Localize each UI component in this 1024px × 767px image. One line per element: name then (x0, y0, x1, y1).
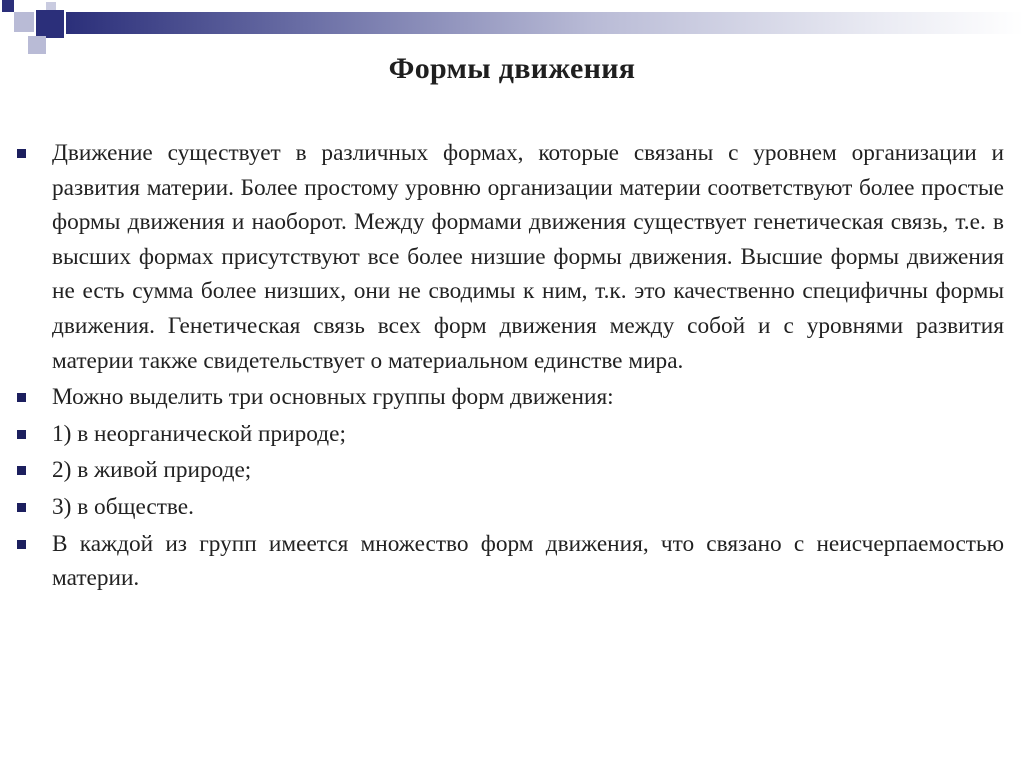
list-item (14, 490, 1004, 525)
square-bullet-icon (17, 393, 26, 402)
list-item-text: Движение существует в различных формах, которые связаны с уровнем организации и развития материи. Более простому уровню организации материи соответствуют более простые формы движения и наоборот. Между формами движения существует генетическая связь, т.е. в высших формах присутствуют все более низшие формы движения. Высшие формы движения не есть сумма более низших, они не сводимы к ним, т.к. это качественно специфичны формы движения. Генетическая связь всех форм движения между собой и с уровнями развития материи также свидетельствует о материальном единстве мира. (52, 140, 1004, 374)
list-item-text: В каждой из групп имеется множество форм движения, что связано с неисчерпаемостью материи. (52, 530, 1004, 592)
list-item-text: Можно выделить три основных группы форм движения: (52, 384, 614, 411)
decor-square (2, 0, 14, 12)
square-bullet-icon (17, 149, 26, 158)
list-item (14, 453, 1004, 488)
square-bullet-icon (17, 430, 26, 439)
list-item-text: 1) в неорганической природе; (52, 420, 346, 447)
list-item-text: 3) в обществе. (52, 493, 194, 520)
square-bullet-icon (17, 503, 26, 512)
slide-title: Формы движения (388, 52, 636, 85)
list-item (14, 527, 1004, 596)
square-bullet-icon (17, 540, 26, 549)
list-item (14, 417, 1004, 452)
bullet-list (14, 136, 1004, 598)
list-item-text: 2) в живой природе; (52, 457, 252, 484)
list-item (14, 380, 1004, 415)
decor-square (14, 12, 34, 32)
square-bullet-icon (17, 466, 26, 475)
decor-square (36, 10, 64, 38)
header-gradient-bar (66, 12, 1024, 34)
list-item (14, 136, 1004, 378)
